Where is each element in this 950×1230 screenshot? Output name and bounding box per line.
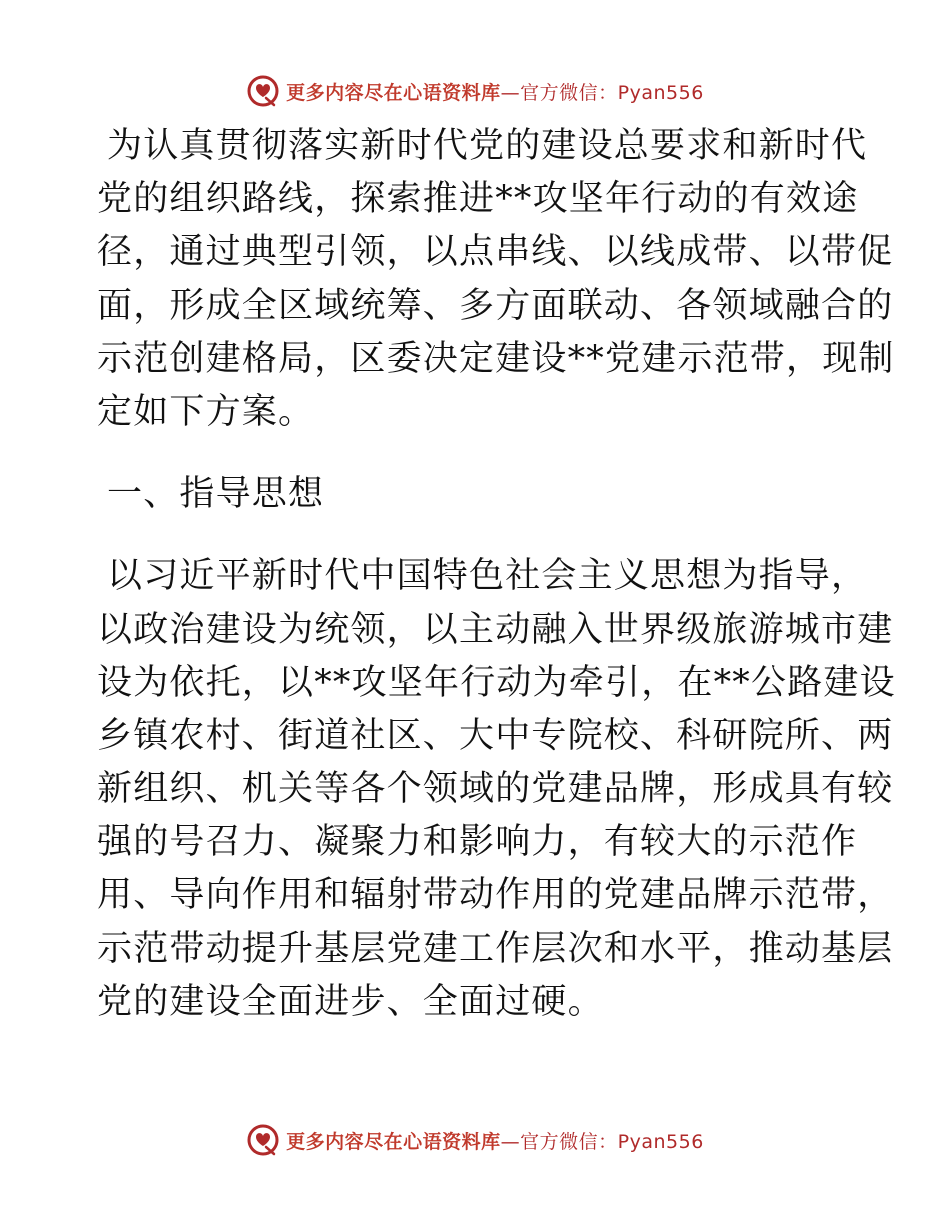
watermark-suffix: —官方微信：Pyan556 — [500, 81, 704, 104]
paragraph-line: 为认真贯彻落实新时代党的建设总要求和新时代 — [107, 126, 868, 166]
header-watermark — [0, 71, 950, 111]
paragraph-line: 示范带动提升基层党建工作层次和水平，推动基层 — [97, 928, 894, 969]
footer-watermark — [0, 1120, 950, 1160]
paragraph-line: 示范创建格局，区委决定建设**党建示范带，现制 — [97, 338, 895, 379]
paragraph-line: 以政治建设为统领，以主动融入世界级旅游城市建 — [97, 609, 894, 650]
paragraph-line: 新组织、机关等各个领域的党建品牌，形成具有较 — [97, 769, 894, 810]
watermark-suffix: —官方微信：Pyan556 — [500, 1130, 704, 1153]
heart-pen-logo-icon — [246, 1123, 280, 1157]
watermark-text — [286, 1127, 704, 1154]
paragraph-line: 党的组织路线，探索推进**攻坚年行动的有效途 — [97, 179, 859, 220]
watermark-prefix: 更多内容尽在心语资料库 — [286, 1130, 501, 1153]
paragraph-line: 党的建设全面进步、全面过硬。 — [97, 981, 604, 1022]
watermark-text — [286, 78, 704, 105]
paragraph-line: 定如下方案。 — [97, 391, 315, 432]
paragraph-line: 以习近平新时代中国特色社会主义思想为指导， — [107, 556, 868, 597]
watermark-prefix: 更多内容尽在心语资料库 — [286, 81, 501, 104]
document-body — [97, 120, 896, 1029]
heart-pen-logo-icon — [246, 74, 280, 108]
section-heading: 一、指导思想 — [107, 474, 325, 515]
guiding-thought-paragraph — [97, 550, 896, 1029]
paragraph-line: 用、导向作用和辐射带动作用的党建品牌示范带， — [97, 875, 894, 916]
paragraph-line: 强的号召力、凝聚力和影响力，有较大的示范作 — [97, 822, 858, 863]
paragraph-line: 面，形成全区域统筹、多方面联动、各领域融合的 — [97, 285, 894, 326]
intro-paragraph — [97, 120, 895, 439]
paragraph-line: 设为依托，以**攻坚年行动为牵引，在**公路建设 — [97, 662, 896, 703]
paragraph-line: 径，通过典型引领，以点串线、以线成带、以带促 — [97, 232, 894, 273]
paragraph-line: 乡镇农村、街道社区、大中专院校、科研院所、两 — [97, 715, 894, 756]
